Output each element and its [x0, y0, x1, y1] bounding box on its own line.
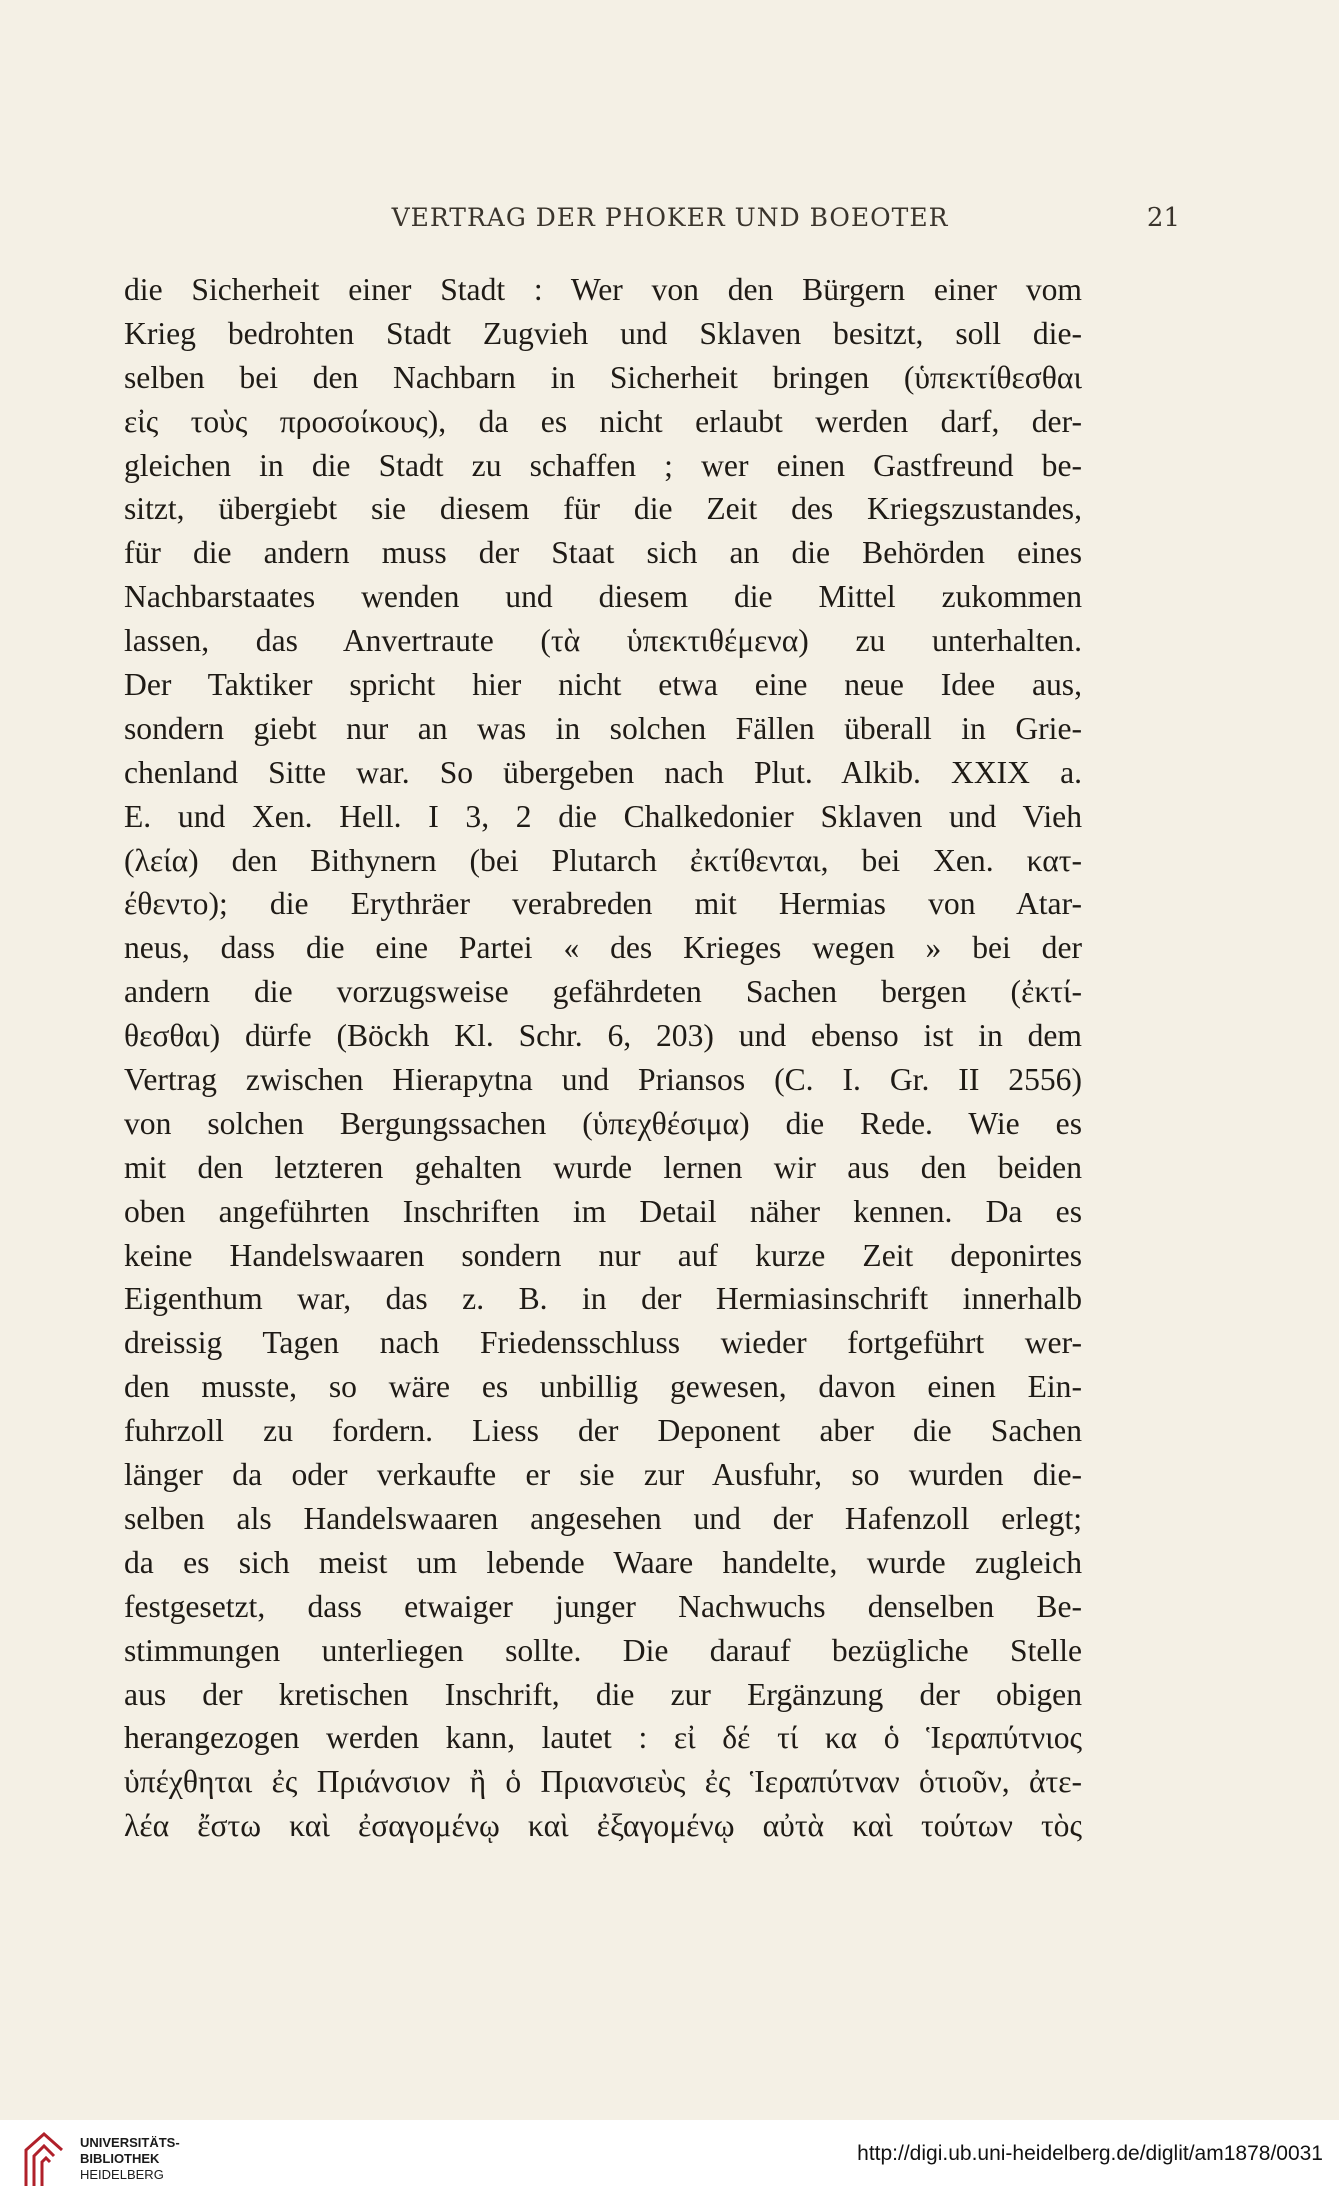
source-url[interactable]: http://digi.ub.uni-heidelberg.de/diglit/am1878/0031: [857, 2142, 1323, 2165]
running-title: VERTRAG DER PHOKER UND BOEOTER: [391, 203, 949, 232]
text-line: Eigenthum war, das z. B. in der Hermiasinschrift innerhalb: [124, 1281, 1082, 1317]
text-line: oben angeführten Inschriften im Detail näher kennen. Da es: [124, 1193, 1082, 1229]
library-name: [80, 2135, 180, 2183]
text-line: (λεία) den Bithynern (bei Plutarch ἐκτίθενται, bei Xen. κατ-: [124, 842, 1082, 878]
text-line: die Sicherheit einer Stadt : Wer von den Bürgern einer vom: [124, 272, 1082, 307]
text-line: έθεντο); die Erythräer verabreden mit Hermias von Atar-: [124, 886, 1082, 922]
text-line: festgesetzt, dass etwaiger junger Nachwuchs denselben Be-: [124, 1588, 1082, 1624]
text-line: herangezogen werden kann, lautet : εἰ δέ τί κα ὁ Ἱεραπύτνιος: [124, 1720, 1082, 1756]
text-line: chenland Sitte war. So übergeben nach Plut. Alkib. XXIX a.: [124, 754, 1082, 790]
text-line: gleichen in die Stadt zu schaffen ; wer einen Gastfreund be-: [124, 447, 1082, 483]
text-line: mit den letzteren gehalten wurde lernen wir aus den beiden: [124, 1149, 1082, 1185]
text-line: ὑπέχθηται ἐς Πριάνσιον ἢ ὁ Πριανσιεὺς ἐς Ἱεραπύτναν ὁτιοῦν, ἀτε-: [124, 1764, 1082, 1800]
text-line: θεσθαι) dürfe (Böckh Kl. Schr. 6, 203) und ebenso ist in dem: [124, 1018, 1082, 1054]
text-line: Vertrag zwischen Hierapytna und Priansos (C. I. Gr. II 2556): [124, 1062, 1082, 1098]
library-logo-icon: [16, 2128, 72, 2192]
text-line: E. und Xen. Hell. I 3, 2 die Chalkedonier Sklaven und Vieh: [124, 798, 1082, 834]
text-line: keine Handelswaaren sondern nur auf kurze Zeit deponirtes: [124, 1237, 1082, 1273]
text-line: Der Taktiker spricht hier nicht etwa eine neue Idee aus,: [124, 667, 1082, 703]
text-line: dreissig Tagen nach Friedensschluss wieder fortgeführt wer-: [124, 1325, 1082, 1361]
text-line: lassen, das Anvertraute (τὰ ὑπεκτιθέμενα) zu unterhalten.: [124, 623, 1082, 659]
text-line: länger da oder verkaufte er sie zur Ausfuhr, so wurden die-: [124, 1457, 1082, 1493]
body-text: [124, 268, 1082, 1848]
text-line: λέα ἔστω καὶ ἐσαγομένῳ καὶ ἐξαγομένῳ αὐτὰ καὶ τούτων τὸς: [124, 1808, 1082, 1844]
text-line: Krieg bedrohten Stadt Zugvieh und Sklaven besitzt, soll die-: [124, 315, 1082, 351]
text-line: sondern giebt nur an was in solchen Fällen überall in Grie-: [124, 710, 1082, 746]
page-number: 21: [1146, 203, 1180, 233]
text-line: da es sich meist um lebende Waare handelte, wurde zugleich: [124, 1544, 1082, 1580]
text-line: von solchen Bergungssachen (ὑπεχθέσιμα) die Rede. Wie es: [124, 1105, 1082, 1141]
footer-bar: [0, 2120, 1339, 2200]
text-line: stimmungen unterliegen sollte. Die darauf bezügliche Stelle: [124, 1632, 1082, 1668]
text-line: Nachbarstaates wenden und diesem die Mittel zukommen: [124, 579, 1082, 615]
text-line: andern die vorzugsweise gefährdeten Sachen bergen (ἐκτί-: [124, 974, 1082, 1010]
library-name-line3: HEIDELBERG: [80, 2167, 164, 2182]
text-line: für die andern muss der Staat sich an die Behörden eines: [124, 535, 1082, 571]
text-line: neus, dass die eine Partei « des Krieges wegen » bei der: [124, 930, 1082, 966]
text-line: εἰς τοὺς προσοίκους), da es nicht erlaubt werden darf, der-: [124, 403, 1082, 439]
running-head: [120, 203, 1220, 243]
text-line: selben als Handelswaaren angesehen und der Hafenzoll erlegt;: [124, 1500, 1082, 1536]
library-name-line1: UNIVERSITÄTS-: [80, 2135, 180, 2150]
text-line: den musste, so wäre es unbillig gewesen, davon einen Ein-: [124, 1369, 1082, 1405]
text-line: aus der kretischen Inschrift, die zur Ergänzung der obigen: [124, 1676, 1082, 1712]
library-name-line2: BIBLIOTHEK: [80, 2151, 160, 2166]
text-line: sitzt, übergiebt sie diesem für die Zeit des Kriegszustandes,: [124, 491, 1082, 527]
text-line: selben bei den Nachbarn in Sicherheit bringen (ὑπεκτίθεσθαι: [124, 359, 1082, 395]
text-line: fuhrzoll zu fordern. Liess der Deponent aber die Sachen: [124, 1413, 1082, 1449]
